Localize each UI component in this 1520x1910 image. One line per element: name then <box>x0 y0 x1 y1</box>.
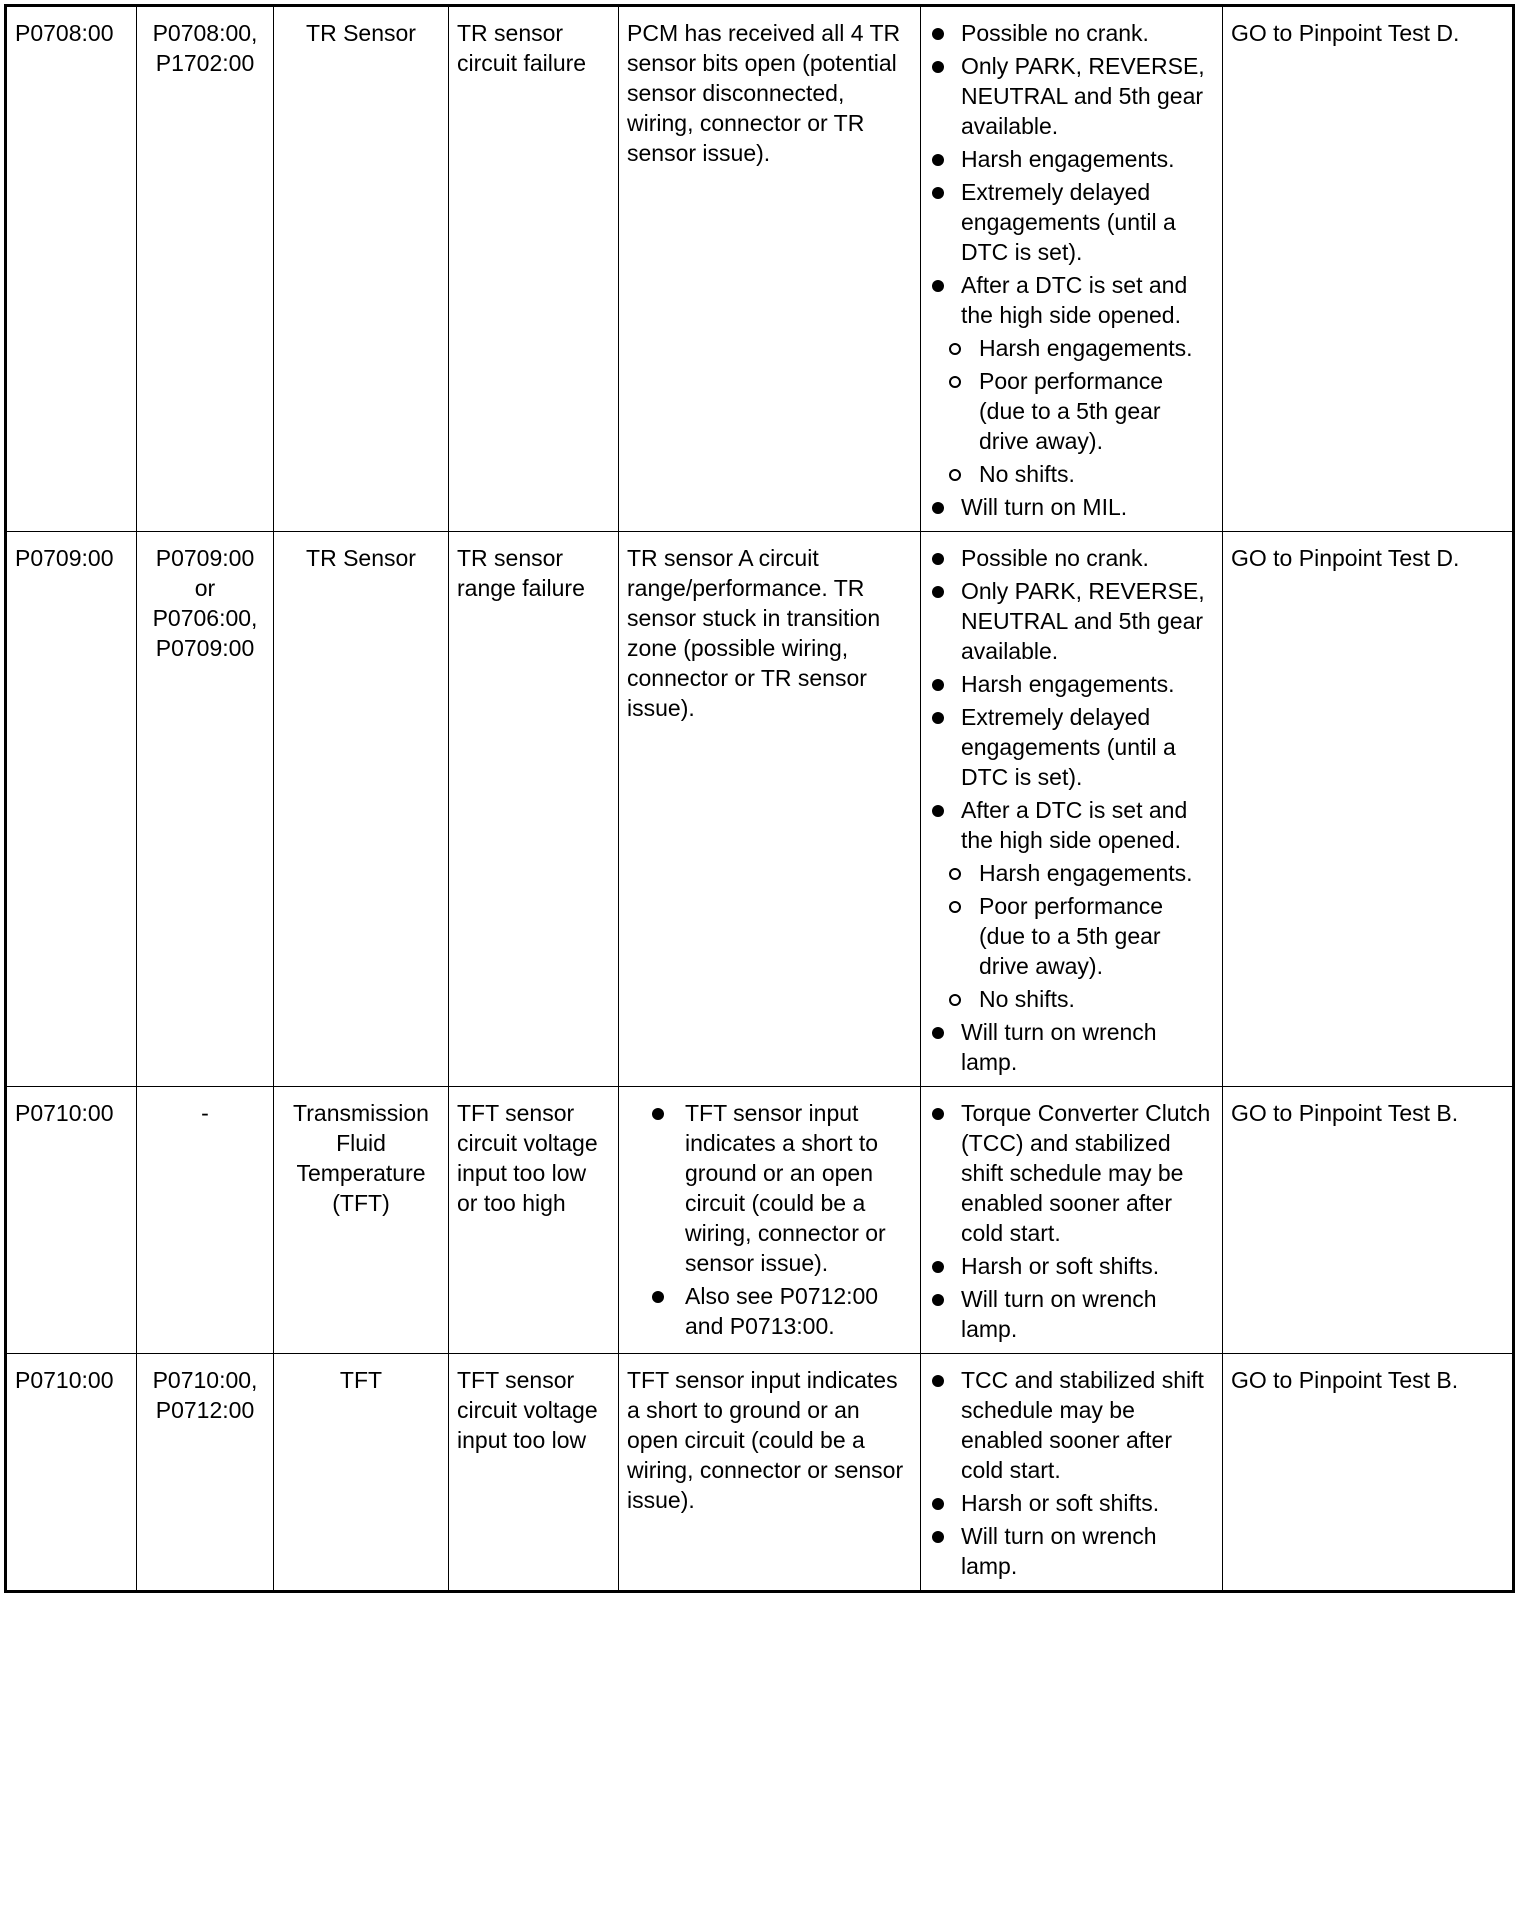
symptom-cell <box>921 1087 1223 1354</box>
symptom-sublist <box>929 333 1214 489</box>
symptom-text: Possible no crank. <box>961 545 1149 571</box>
condition-cell <box>619 532 921 1087</box>
symptom-item <box>929 1017 1214 1077</box>
symptom-list <box>929 18 1214 522</box>
related-dtc-cell <box>137 1354 274 1592</box>
related-dtc-line: or <box>194 575 216 601</box>
related-dtc-cell <box>137 532 274 1087</box>
related-dtc-cell <box>137 1087 274 1354</box>
component-cell <box>274 6 449 532</box>
description-cell <box>449 1354 619 1592</box>
condition-item: Also see P0712:00 and P0713:00. <box>649 1281 912 1341</box>
symptom-item <box>929 1251 1214 1281</box>
symptom-subitem: Harsh engagements. <box>929 858 1214 888</box>
symptom-item <box>929 1284 1214 1344</box>
symptom-cell <box>921 6 1223 532</box>
symptom-subitem: No shifts. <box>929 459 1214 489</box>
related-dtc-line: P0706:00, <box>152 605 258 631</box>
symptom-item <box>929 543 1214 573</box>
symptom-text: Possible no crank. <box>961 20 1149 46</box>
related-dtc-line: - <box>201 1100 209 1126</box>
action-text: GO to Pinpoint Test D. <box>1231 545 1460 571</box>
dtc-code-cell <box>6 6 137 532</box>
description-cell <box>449 1087 619 1354</box>
symptom-text: Harsh engagements. <box>961 146 1175 172</box>
symptom-text: Harsh or soft shifts. <box>961 1253 1160 1279</box>
dtc-code: P0708:00 <box>15 20 114 46</box>
symptom-text: Extremely delayed engagements (until a DTC is set). <box>961 704 1176 790</box>
symptom-text: Will turn on MIL. <box>961 494 1128 520</box>
symptom-item <box>929 51 1214 141</box>
related-dtc-line: P0708:00, <box>152 20 258 46</box>
description: TR sensor circuit failure <box>457 20 587 76</box>
symptom-cell <box>921 532 1223 1087</box>
action-cell <box>1223 532 1514 1087</box>
component: TR Sensor <box>306 20 416 46</box>
condition-item: TFT sensor input indicates a short to ground or an open circuit (could be a wiring, connector or sensor issue). <box>649 1098 912 1278</box>
symptom-text: After a DTC is set and the high side opened. <box>961 797 1188 853</box>
symptom-item <box>929 270 1214 330</box>
action-text: GO to Pinpoint Test B. <box>1231 1100 1459 1126</box>
dtc-code-cell <box>6 1354 137 1592</box>
table-row <box>6 532 1514 1087</box>
condition-cell <box>619 1354 921 1592</box>
symptom-text: Will turn on wrench lamp. <box>961 1286 1157 1342</box>
condition-list <box>649 1098 912 1341</box>
action-text: GO to Pinpoint Test D. <box>1231 20 1460 46</box>
dtc-code-cell <box>6 1087 137 1354</box>
action-cell <box>1223 1087 1514 1354</box>
dtc-code-cell <box>6 532 137 1087</box>
symptom-text: Torque Converter Clutch (TCC) and stabilized shift schedule may be enabled sooner after cold start. <box>961 1100 1211 1246</box>
description-cell <box>449 6 619 532</box>
symptom-text: Only PARK, REVERSE, NEUTRAL and 5th gear available. <box>961 53 1205 139</box>
symptom-item <box>929 795 1214 855</box>
dtc-table-body <box>6 6 1514 1592</box>
symptom-list <box>929 543 1214 1077</box>
symptom-text: TCC and stabilized shift schedule may be enabled sooner after cold start. <box>961 1367 1204 1483</box>
action-cell <box>1223 1354 1514 1592</box>
table-row <box>6 1087 1514 1354</box>
symptom-text: Harsh or soft shifts. <box>961 1490 1160 1516</box>
related-dtc-line: P0712:00 <box>155 1397 255 1423</box>
action-text: GO to Pinpoint Test B. <box>1231 1367 1459 1393</box>
symptom-subitem: Poor performance (due to a 5th gear drive away). <box>929 891 1214 981</box>
description: TFT sensor circuit voltage input too low <box>457 1367 598 1453</box>
dtc-table <box>4 4 1515 1593</box>
dtc-code: P0710:00 <box>15 1367 114 1393</box>
symptom-subitem: Harsh engagements. <box>929 333 1214 363</box>
component-cell <box>274 1087 449 1354</box>
symptom-item <box>929 1488 1214 1518</box>
symptom-list <box>929 1098 1214 1344</box>
description: TFT sensor circuit voltage input too low or too high <box>457 1100 598 1216</box>
description: TR sensor range failure <box>457 545 585 601</box>
symptom-item <box>929 144 1214 174</box>
component-cell <box>274 532 449 1087</box>
component: Transmission Fluid Temperature (TFT) <box>293 1100 429 1216</box>
symptom-item <box>929 177 1214 267</box>
dtc-code: P0709:00 <box>15 545 114 571</box>
symptom-text: Extremely delayed engagements (until a DTC is set). <box>961 179 1176 265</box>
condition-text: TR sensor A circuit range/performance. TR sensor stuck in transition zone (possible wiring, connector or TR sensor issue). <box>627 545 881 721</box>
symptom-text: Will turn on wrench lamp. <box>961 1019 1157 1075</box>
condition-text: TFT sensor input indicates a short to ground or an open circuit (could be a wiring, connector or sensor issue). <box>627 1367 904 1513</box>
symptom-text: After a DTC is set and the high side opened. <box>961 272 1188 328</box>
condition-text: PCM has received all 4 TR sensor bits open (potential sensor disconnected, wiring, connector or TR sensor issue). <box>627 20 901 166</box>
symptom-subitem: Poor performance (due to a 5th gear drive away). <box>929 366 1214 456</box>
table-row <box>6 1354 1514 1592</box>
symptom-item <box>929 18 1214 48</box>
condition-cell <box>619 1087 921 1354</box>
related-dtc-line: P0709:00 <box>155 545 255 571</box>
related-dtc-line: P0710:00, <box>152 1367 258 1393</box>
symptom-item <box>929 1365 1214 1485</box>
symptom-list <box>929 1365 1214 1581</box>
symptom-text: Will turn on wrench lamp. <box>961 1523 1157 1579</box>
symptom-item <box>929 492 1214 522</box>
related-dtc-line: P0709:00 <box>155 635 255 661</box>
action-cell <box>1223 6 1514 532</box>
symptom-text: Harsh engagements. <box>961 671 1175 697</box>
symptom-item <box>929 1098 1214 1248</box>
symptom-item <box>929 702 1214 792</box>
table-row <box>6 6 1514 532</box>
symptom-subitem: No shifts. <box>929 984 1214 1014</box>
dtc-code: P0710:00 <box>15 1100 114 1126</box>
related-dtc-cell <box>137 6 274 532</box>
related-dtc-line: P1702:00 <box>155 50 255 76</box>
description-cell <box>449 532 619 1087</box>
condition-cell <box>619 6 921 532</box>
component: TFT <box>339 1367 383 1393</box>
symptom-item <box>929 576 1214 666</box>
symptom-sublist <box>929 858 1214 1014</box>
symptom-cell <box>921 1354 1223 1592</box>
symptom-item <box>929 669 1214 699</box>
component-cell <box>274 1354 449 1592</box>
symptom-text: Only PARK, REVERSE, NEUTRAL and 5th gear available. <box>961 578 1205 664</box>
component: TR Sensor <box>306 545 416 571</box>
symptom-item <box>929 1521 1214 1581</box>
